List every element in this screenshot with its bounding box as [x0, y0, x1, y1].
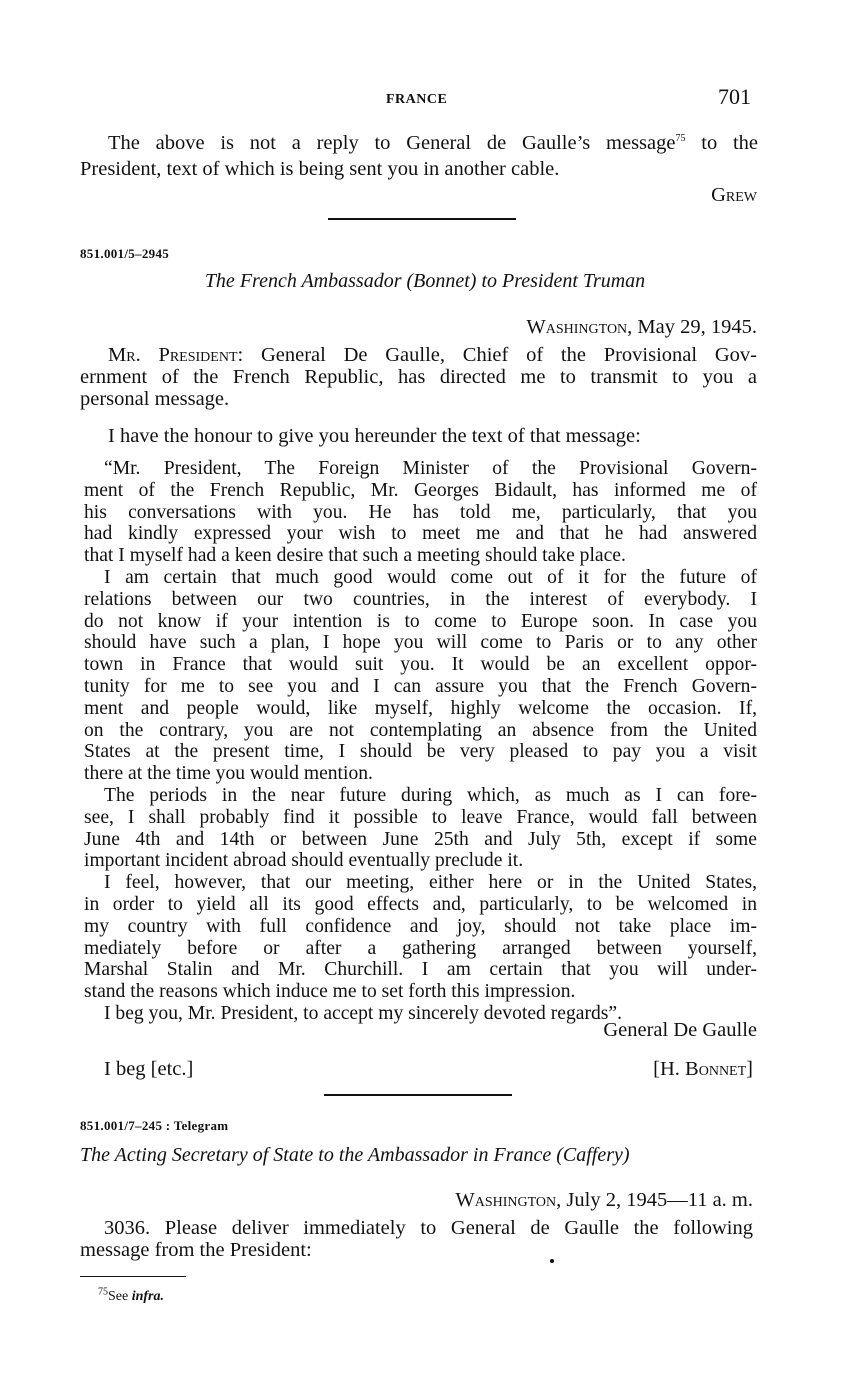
- signature-grew: Grew: [711, 184, 757, 206]
- doc-file-number: 851.001/7–245 : Telegram: [80, 1118, 229, 1133]
- message-line: I feel, however, that our meeting, either here or in the United States,: [104, 872, 757, 894]
- doc-heading: The Acting Secretary of State to the Ambassador in France (Caffery): [80, 1144, 630, 1166]
- message-line: States at the present time, I should be very pleased to pay you a visit: [84, 741, 757, 763]
- message-line: on the contrary, you are not contemplating an absence from the United: [84, 719, 757, 741]
- footnote-ref: 75: [675, 133, 686, 145]
- quoted-message: [84, 458, 757, 1025]
- message-line: that I myself had a keen desire that such a meeting should take place.: [84, 545, 626, 567]
- message-line: The periods in the near future during which, as much as I can fore-: [104, 784, 757, 806]
- message-line: I beg you, Mr. President, to accept my sincerely devoted regards”.: [104, 1002, 622, 1024]
- running-title: FRANCE: [386, 92, 448, 107]
- message-line: I am certain that much good would come out of it for the future of: [104, 566, 757, 588]
- message-line: do not know if your intention is to come to Europe soon. In case you: [84, 610, 757, 632]
- closing: I beg [etc.]: [104, 1058, 194, 1080]
- telegram-body: 3036. Please deliver immediately to General de Gaulle the following message from the President:: [80, 1217, 753, 1261]
- message-line: important incident abroad should eventually preclude it.: [84, 850, 524, 872]
- message-line: “Mr. President, The Foreign Minister of the Provisional Govern-: [104, 458, 757, 479]
- dateline: Washington, May 29, 1945.: [526, 316, 757, 338]
- prev-doc-line-2: President, text of which is being sent you in another cable.: [80, 158, 560, 180]
- message-line: see, I shall probably find it possible to leave France, would fall between: [84, 806, 757, 828]
- section-divider: [328, 218, 516, 220]
- prev-doc-line: The above is not a reply to General de Gaulle’s message$^{75}$ to the: [108, 132, 759, 154]
- message-line: June 4th and 14th or between June 25th and July 5th, except if some: [84, 828, 757, 850]
- page-number: 701: [718, 84, 751, 109]
- letter-intro: Mr. President: General De Gaulle, Chief of the Provisional Gov- ernment of the French Republic, has directed me to transmit to you a personal message.: [80, 344, 757, 410]
- message-line: relations between our two countries, in the interest of everybody. I: [84, 588, 757, 610]
- message-line: stand the reasons which induce me to set forth this impression.: [84, 981, 576, 1003]
- dateline: Washington, July 2, 1945—11 a. m.: [455, 1189, 753, 1211]
- message-line: in order to yield all its good effects and, particularly, to be welcomed in: [84, 893, 757, 915]
- message-signature: General De Gaulle: [603, 1019, 757, 1041]
- doc-file-number: 851.001/5–2945: [80, 246, 170, 261]
- honour-line: I have the honour to give you hereunder the text of that message:: [108, 425, 641, 447]
- message-line: my country with full confidence and joy, should not take place im-: [84, 915, 757, 937]
- message-line: tunity for me to see you and I can assure you that the French Govern-: [84, 675, 757, 697]
- message-line: should have such a plan, I hope you will come to Paris or to any other: [84, 632, 757, 654]
- salutation: Mr. President: [108, 344, 238, 366]
- message-line: had kindly expressed your wish to meet me and that he had answered: [84, 523, 757, 545]
- message-line: town in France that would suit you. It would be an excellent oppor-: [84, 654, 757, 676]
- footnote-rule: [80, 1276, 186, 1277]
- message-line: his conversations with you. He has told me, particularly, that you: [84, 501, 757, 523]
- message-line: ment of the French Republic, Mr. Georges Bidault, has informed me of: [84, 479, 757, 501]
- ink-speck: [550, 1259, 554, 1263]
- prev-doc-paragraph: [108, 132, 758, 154]
- sender-name: [H. Bonnet]: [653, 1058, 753, 1080]
- message-line: Marshal Stalin and Mr. Churchill. I am certain that you will under-: [84, 959, 757, 981]
- message-line: ment and people would, like myself, highly welcome the occasion. If,: [84, 697, 757, 719]
- footnote: $^{75}$See infra.: [98, 1286, 165, 1304]
- message-line: mediately before or after a gathering arranged between yourself,: [84, 937, 757, 959]
- message-line: there at the time you would mention.: [84, 763, 373, 785]
- section-divider: [324, 1094, 512, 1096]
- doc-heading: The French Ambassador (Bonnet) to President Truman: [204, 270, 646, 292]
